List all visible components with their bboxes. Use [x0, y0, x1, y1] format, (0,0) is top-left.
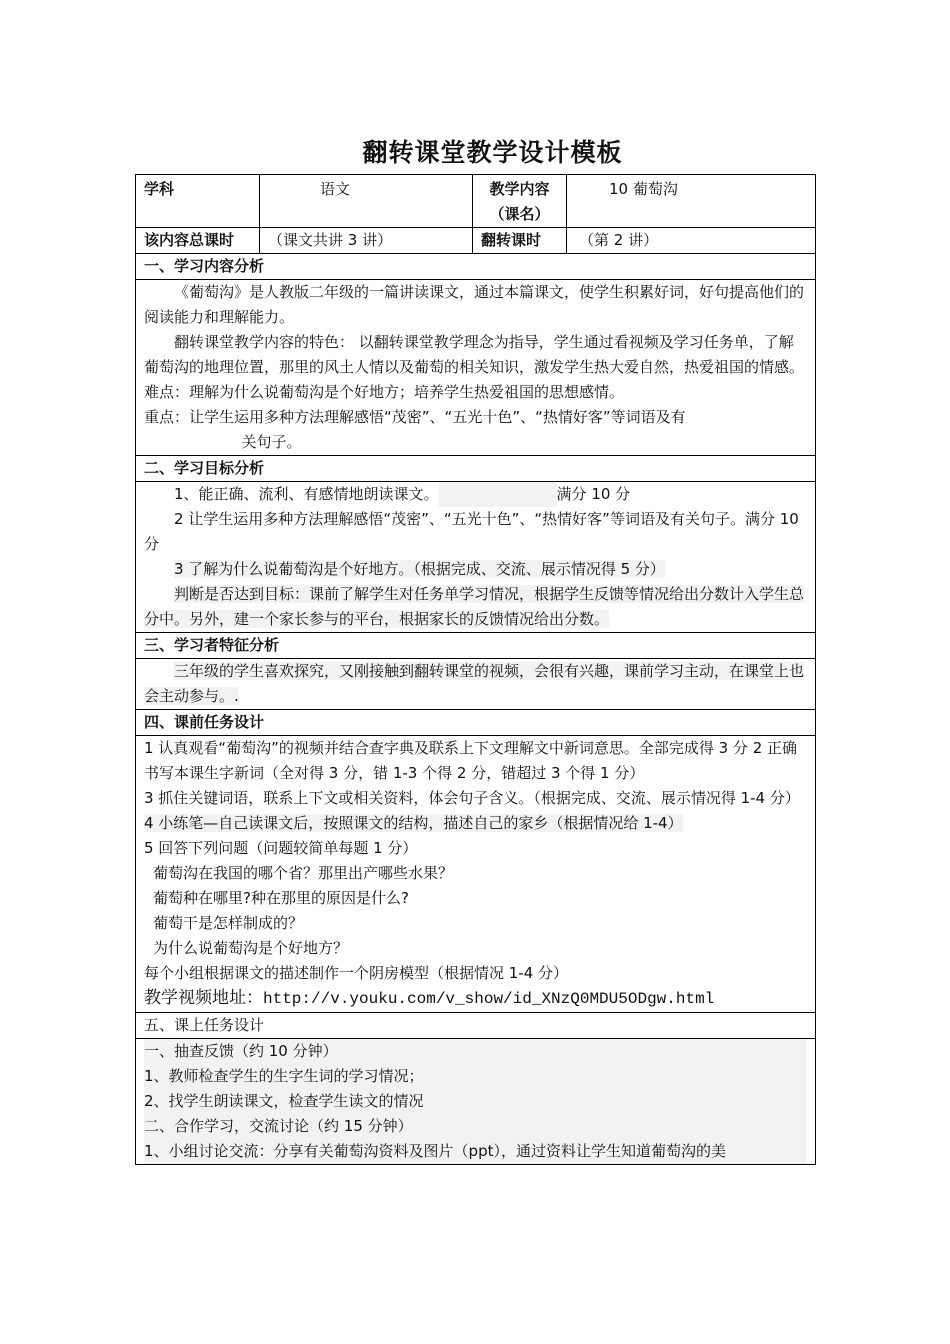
- s2-goal-3: [144, 557, 807, 582]
- s5-line-3: 2、找学生朗读课文，检查学生读文的情况: [144, 1089, 807, 1114]
- s1-key-point: 重点：让学生运用多种方法理解感悟“茂密”、“五光十色”、“热情好客”等词语及有: [144, 408, 686, 426]
- s5-line-2: 1、教师检查学生的生字生词的学习情况；: [144, 1064, 807, 1089]
- s3-paragraph: [144, 659, 807, 709]
- header-row-hours: [136, 228, 816, 254]
- s2-goal-1-text: 1、能正确、流利、有感情地朗读课文。: [174, 485, 439, 503]
- s1-paragraph-2: 翻转课堂教学内容的特色： 以翻转课堂教学理念为指导，学生通过看视频及学习任务单，了解葡萄沟的地理位置，那里的风土人情以及葡萄的相关知识，激发学生热大爱自然，热爱祖国的情感。: [144, 333, 805, 376]
- s4-task-model: 每个小组根据课文的描述制作一个阴房模型（根据情况 1-4 分）: [144, 964, 569, 982]
- s2-judgement-text: 判断是否达到目标：课前了解学生对任务单学习情况，根据学生反馈等情况给出分数计入学生总分中。另外，建一个家长参与的平台，根据家长的反馈情况给出分数。: [144, 585, 805, 628]
- s5-line-5: 1、小组讨论交流：分享有关葡萄沟资料及图片（ppt），通过资料让学生知道葡萄沟的美: [144, 1139, 807, 1164]
- section-2-header: [136, 456, 816, 482]
- s4-question-4: 为什么说葡萄沟是个好地方？: [153, 939, 349, 957]
- s5-line-1: 一、抽查反馈（约 10 分钟）: [144, 1039, 807, 1064]
- video-url-link[interactable]: http://v.youku.com/v_show/id_XNzQ0MDU5ODgw.html: [263, 990, 715, 1008]
- total-hours-label: 该内容总课时: [136, 228, 260, 254]
- video-url-line: [144, 986, 807, 1012]
- section-4-body: [136, 736, 816, 1013]
- s4-question-2: 葡萄种在哪里?种在那里的原因是什么?: [153, 889, 409, 907]
- subject-value: 语文: [260, 175, 473, 228]
- s2-judgement: [144, 582, 807, 632]
- section-2-body: [136, 482, 816, 633]
- s2-goal-3-text: 3 了解为什么说葡萄沟是个好地方。（根据完成、交流、展示情况得 5 分）: [174, 560, 665, 578]
- section-3-header: [136, 633, 816, 659]
- s1-paragraph-1: 《葡萄沟》是人教版二年级的一篇讲读课文，通过本篇课文，使学生积累好词，好句提高他们的阅读能力和理解能力。: [144, 283, 805, 326]
- s2-goal-1-score: 满分 10 分: [556, 485, 631, 503]
- s4-task-4-text: 4 小练笔—自己读课文后，按照课文的结构，描述自己的家乡（根据情况给 1-4）: [144, 814, 683, 832]
- section-5-title: 五、课上任务设计: [136, 1013, 816, 1039]
- s1-difficulty: 难点：理解为什么说葡萄沟是个好地方；培养学生热爱祖国的思想感情。: [144, 383, 625, 401]
- s4-task-5: 5 回答下列问题（问题较简单每题 1 分）: [144, 839, 418, 857]
- flip-hours-label: 翻转课时: [473, 228, 567, 254]
- s4-task-1-2: 1 认真观看“葡萄沟”的视频并结合查字典及联系上下文理解文中新词意思。全部完成得 3 分 2 正确书写本课生字新词（全对得 3 分，错 1-3 个得 2 分，错超过 3 个得 1 分）: [144, 739, 798, 782]
- flip-hours-value: （第 2 讲）: [567, 228, 816, 254]
- s2-goal-2: 2 让学生运用多种方法理解感悟“茂密”、“五光十色”、“热情好客”等词语及有关句子。满分 10 分: [144, 510, 799, 553]
- section-3-body: [136, 659, 816, 710]
- lesson-design-table: [135, 174, 816, 1165]
- total-hours-value: （课文共讲 3 讲）: [260, 228, 473, 254]
- s4-task-3: 3 抓住关键词语，联系上下文或相关资料，体会句子含义。（根据完成、交流、展示情况得 1-4 分）: [144, 789, 800, 807]
- s2-goal-1: [144, 482, 807, 507]
- section-4-header: [136, 710, 816, 736]
- section-1-body: [136, 280, 816, 456]
- header-row-subject: [136, 175, 816, 228]
- section-2-title: 二、学习目标分析: [136, 456, 816, 482]
- section-3-title: 三、学习者特征分析: [136, 633, 816, 659]
- s3-paragraph-text: 三年级的学生喜欢探究，又刚接触到翻转课堂的视频，会很有兴趣，课前学习主动，在课堂上也会主动参与。.: [144, 662, 805, 705]
- section-4-title: 四、课前任务设计: [136, 710, 816, 736]
- content-value: 10 葡萄沟: [567, 175, 816, 228]
- highlight-gap: [439, 482, 557, 507]
- section-5-header: [136, 1013, 816, 1039]
- page-title: 翻转课堂教学设计模板: [362, 138, 623, 167]
- s4-question-3: 葡萄干是怎样制成的？: [153, 914, 304, 932]
- s5-line-4: 二、合作学习，交流讨论（约 15 分钟）: [144, 1114, 807, 1139]
- subject-label: 学科: [136, 175, 260, 228]
- video-url-label: 教学视频地址：: [144, 988, 263, 1008]
- section-5-body: [136, 1039, 816, 1165]
- content-label: 教学内容（课名）: [473, 175, 567, 228]
- section-1-title: 一、学习内容分析: [136, 254, 816, 280]
- s4-question-1: 葡萄沟在我国的哪个省？那里出产哪些水果？: [153, 864, 454, 882]
- s1-key-point-cont: 关句子。: [241, 433, 302, 451]
- s4-task-4: [144, 811, 807, 836]
- section-1-header: [136, 254, 816, 280]
